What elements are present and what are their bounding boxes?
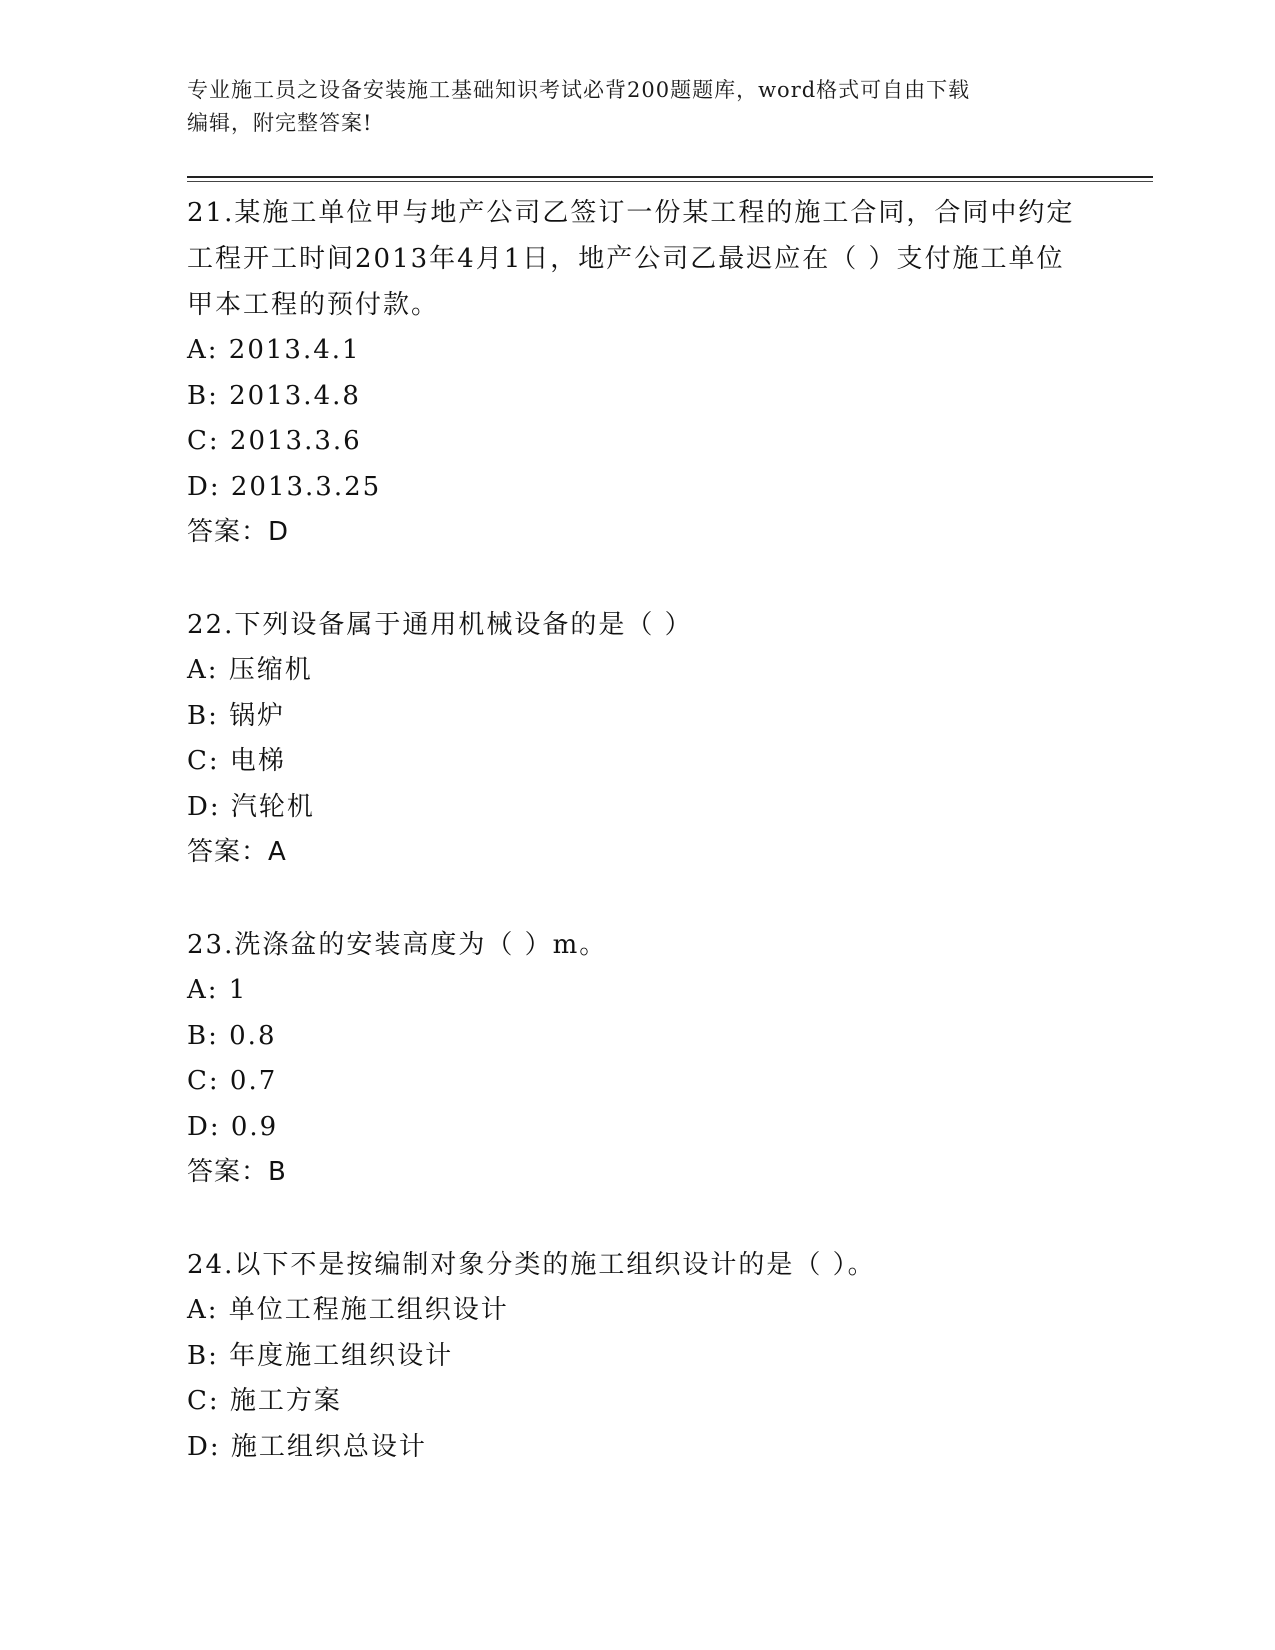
question-23 (187, 922, 1087, 1195)
question-stem: 21.某施工单位甲与地产公司乙签订一份某工程的施工合同，合同中约定工程开工时间2013年4月1日，地产公司乙最迟应在（ ）支付施工单位甲本工程的预付款。 (187, 198, 1075, 320)
answer-line: 答案：A (187, 837, 287, 867)
option-d: D: 施工组织总设计 (187, 1431, 427, 1462)
option-d: D: 0.9 (187, 1111, 279, 1142)
answer-line: 答案：B (187, 1157, 287, 1187)
header-divider-thin (187, 181, 1153, 182)
option-a: A: 单位工程施工组织设计 (187, 1295, 509, 1325)
option-a: A: 压缩机 (187, 655, 313, 685)
option-c: C: 施工方案 (187, 1386, 342, 1416)
question-24 (187, 1242, 1087, 1470)
question-22 (187, 602, 1087, 875)
option-d: D: 2013.3.25 (187, 471, 382, 502)
header-divider-thick (187, 176, 1153, 178)
option-b: B: 年度施工组织设计 (187, 1340, 454, 1371)
question-21 (187, 190, 1087, 555)
question-stem: 22.下列设备属于通用机械设备的是（ ） (187, 610, 693, 640)
option-a: A: 2013.4.1 (187, 335, 361, 365)
option-c: C: 0.7 (187, 1066, 278, 1096)
question-list (187, 190, 1087, 1470)
option-c: C: 电梯 (187, 746, 286, 776)
document-header (187, 74, 1067, 140)
question-stem: 24.以下不是按编制对象分类的施工组织设计的是（ ）。 (187, 1250, 876, 1280)
option-c: C: 2013.3.6 (187, 426, 362, 456)
option-b: B: 0.8 (187, 1020, 277, 1051)
question-stem: 23.洗涤盆的安装高度为（ ）m。 (187, 930, 608, 960)
option-a: A: 1 (187, 975, 248, 1005)
option-b: B: 锅炉 (187, 700, 286, 731)
header-line-1: 专业施工员之设备安装施工基础知识考试必背200题题库，word格式可自由下载 (187, 78, 971, 102)
header-line-2: 编辑，附完整答案! (187, 111, 373, 135)
option-b: B: 2013.4.8 (187, 380, 361, 411)
option-d: D: 汽轮机 (187, 791, 315, 822)
answer-line: 答案：D (187, 517, 290, 547)
